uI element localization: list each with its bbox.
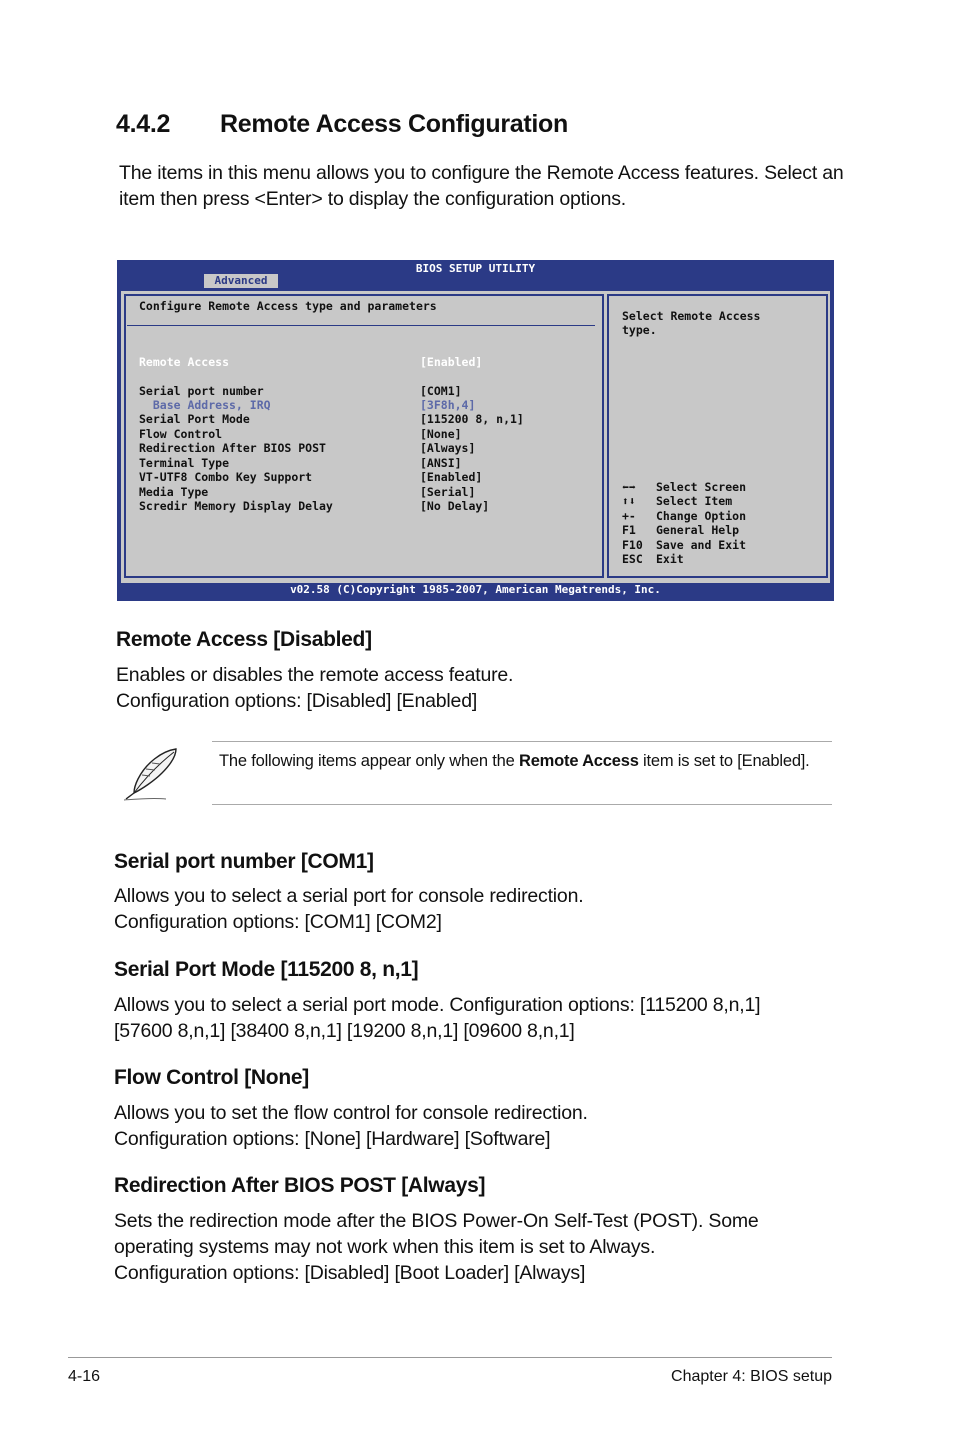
bios-screen bbox=[117, 260, 834, 601]
bios-item-serial-port-number-value[interactable]: [COM1] bbox=[420, 384, 462, 398]
bios-item-remote-access-label[interactable]: Remote Access bbox=[139, 355, 230, 369]
footer-rule bbox=[68, 1357, 832, 1358]
bios-item-terminal-type-label[interactable]: Terminal Type bbox=[139, 456, 230, 470]
bios-item-terminal-type-value[interactable]: [ANSI] bbox=[420, 456, 462, 470]
serial-port-mode-desc: Allows you to select a serial port mode. Configuration options: [115200 8,n,1] bbox=[114, 994, 761, 1016]
key-row: ⬅➡ Select Screen bbox=[622, 480, 747, 494]
remote-access-desc: Enables or disables the remote access feature. bbox=[116, 664, 514, 686]
arrows-left-right-icon: ⬅➡ bbox=[622, 480, 636, 494]
bios-item-flow-control-value[interactable]: [None] bbox=[420, 427, 462, 441]
bios-item-flow-control-label[interactable]: Flow Control bbox=[139, 427, 223, 441]
section-intro: The items in this menu allows you to configure the Remote Access features. Select an item then press <Enter> to display the configuration options. bbox=[119, 162, 844, 210]
bios-item-media-type-value[interactable]: [Serial] bbox=[420, 485, 476, 499]
tab-advanced[interactable]: Advanced bbox=[204, 274, 278, 288]
bios-item-vt-utf8-label[interactable]: VT-UTF8 Combo Key Support bbox=[139, 470, 313, 484]
note-feather-icon bbox=[122, 745, 182, 803]
bios-help-text: Select Remote Access type. bbox=[622, 309, 761, 338]
bios-copyright: v02.58 (C)Copyright 1985-2007, American Megatrends, Inc. bbox=[290, 583, 661, 596]
bios-item-serial-port-mode-value[interactable]: [115200 8, n,1] bbox=[420, 412, 524, 426]
section-title: Remote Access Configuration bbox=[220, 110, 568, 138]
serial-port-number-heading: Serial port number [COM1] bbox=[114, 850, 374, 873]
bios-item-base-address-value: [3F8h,4] bbox=[420, 398, 476, 412]
redirection-options: Configuration options: [Disabled] [Boot Loader] [Always] bbox=[114, 1262, 586, 1284]
bios-item-remote-access-value[interactable]: [Enabled] bbox=[420, 355, 483, 369]
key-row: F1 General Help bbox=[622, 523, 740, 538]
bios-item-scredir-delay-value[interactable]: [No Delay] bbox=[420, 499, 490, 513]
bios-key-legend bbox=[622, 480, 746, 566]
bios-item-base-address-label: Base Address, IRQ bbox=[139, 398, 271, 412]
bios-item-redirection-label[interactable]: Redirection After BIOS POST bbox=[139, 441, 326, 455]
serial-port-mode-options: [57600 8,n,1] [38400 8,n,1] [19200 8,n,1] [09600 8,n,1] bbox=[114, 1020, 575, 1042]
key-row: F10 Save and Exit bbox=[622, 537, 747, 552]
bios-item-vt-utf8-value[interactable]: [Enabled] bbox=[420, 470, 483, 484]
note-top-rule bbox=[212, 741, 832, 742]
remote-access-heading: Remote Access [Disabled] bbox=[116, 628, 372, 651]
redirection-desc-2: operating systems may not work when this item is set to Always. bbox=[114, 1236, 656, 1258]
bios-title: BIOS SETUP UTILITY bbox=[415, 262, 536, 275]
key-row: ESC Exit bbox=[622, 552, 684, 567]
chapter-label: Chapter 4: BIOS setup bbox=[671, 1368, 832, 1385]
section-heading bbox=[116, 110, 568, 139]
remote-access-options: Configuration options: [Disabled] [Enabled] bbox=[116, 690, 478, 712]
page-number: 4-16 bbox=[68, 1368, 101, 1385]
note-text: The following items appear only when the Remote Access item is set to [Enabled]. bbox=[219, 752, 810, 770]
note-bold-term: Remote Access bbox=[518, 752, 639, 770]
serial-port-number-options: Configuration options: [COM1] [COM2] bbox=[114, 911, 442, 933]
flow-control-desc: Allows you to set the flow control for console redirection. bbox=[114, 1102, 588, 1124]
bios-body bbox=[121, 291, 830, 583]
arrows-up-down-icon: ⬆⬇ bbox=[622, 494, 636, 509]
bios-item-scredir-delay-label[interactable]: Scredir Memory Display Delay bbox=[139, 499, 333, 513]
serial-port-number-desc: Allows you to select a serial port for console redirection. bbox=[114, 885, 584, 907]
note-bottom-rule bbox=[212, 804, 832, 805]
key-row: +- Change Option bbox=[622, 508, 747, 523]
bios-item-media-type-label[interactable]: Media Type bbox=[139, 485, 209, 499]
key-row: ⬆⬇ Select Item bbox=[622, 494, 733, 509]
bios-item-redirection-value[interactable]: [Always] bbox=[420, 441, 476, 455]
bios-left-header: Configure Remote Access type and parameters bbox=[139, 299, 437, 313]
bios-item-serial-port-mode-label[interactable]: Serial Port Mode bbox=[139, 412, 250, 426]
redirection-desc-1: Sets the redirection mode after the BIOS Power-On Self-Test (POST). Some bbox=[114, 1210, 759, 1232]
section-number: 4.4.2 bbox=[116, 110, 171, 138]
bios-header-divider bbox=[127, 325, 595, 326]
flow-control-heading: Flow Control [None] bbox=[114, 1066, 309, 1089]
bios-item-serial-port-number-label[interactable]: Serial port number bbox=[139, 384, 264, 398]
serial-port-mode-heading: Serial Port Mode [115200 8, n,1] bbox=[114, 958, 419, 981]
flow-control-options: Configuration options: [None] [Hardware] [Software] bbox=[114, 1128, 551, 1150]
redirection-heading: Redirection After BIOS POST [Always] bbox=[114, 1174, 486, 1197]
